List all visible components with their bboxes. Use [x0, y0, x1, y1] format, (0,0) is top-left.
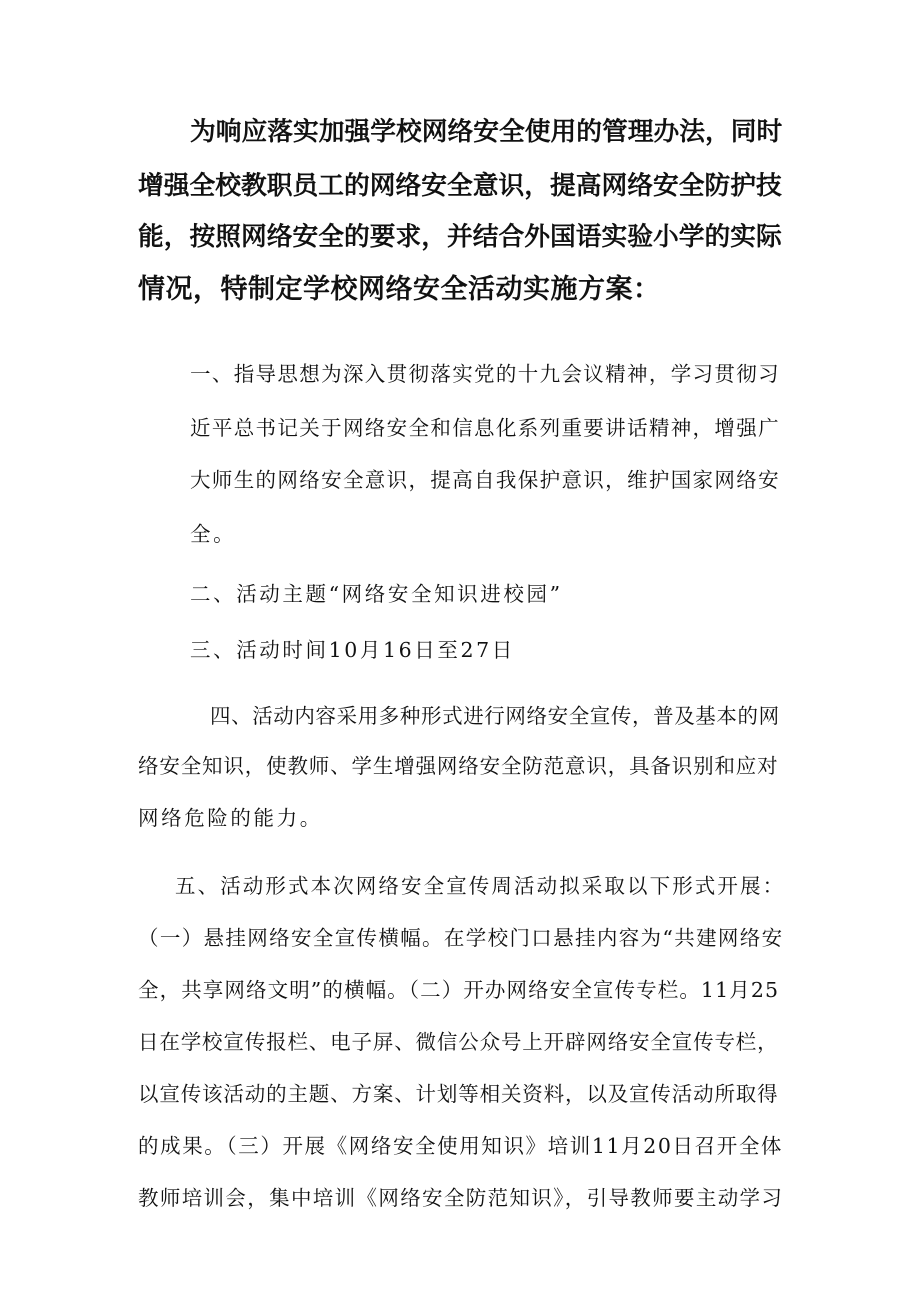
- section1-line-4: 全。: [190, 522, 237, 546]
- intro-line-1: 为响应落实加强学校网络安全使用的管理办法，同时: [190, 117, 783, 147]
- section1-line-3: 大师生的网络安全意识，提高自我保护意识，维护国家网络安: [190, 468, 780, 492]
- section5-line-1: 五、活动形式本次网络安全宣传周活动拟采取以下形式开展：: [175, 874, 786, 898]
- intro-line-2: 增强全校教职员工的网络安全意识，提高网络安全防护技: [138, 171, 782, 201]
- section5-line-2: （一）悬挂网络安全宣传横幅。在学校门口悬挂内容为“共建网络安: [138, 926, 784, 950]
- section5-line-4: 日在学校宣传报栏、电子屏、微信公众号上开辟网络安全宣传专栏，: [138, 1030, 779, 1054]
- section4-line-3: 网络危险的能力。: [138, 806, 323, 830]
- section4-line-2: 络安全知识，使教师、学生增强网络安全防范意识，具备识别和应对: [138, 754, 779, 778]
- section1-line-1: 一、指导思想为深入贯彻落实党的十九会议精神，学习贯彻习: [190, 362, 780, 386]
- section5-line-3: 全，共享网络文明”的横幅。（二）开办网络安全宣传专栏。11月25: [138, 978, 780, 1002]
- section5-line-5: 以宣传该活动的主题、方案、计划等相关资料，以及宣传活动所取得: [138, 1082, 779, 1106]
- intro-line-3: 能，按照网络安全的要求，并结合外国语实验小学的实际: [138, 222, 782, 252]
- section3-line: 三、活动时间10月16日至27日: [190, 638, 515, 662]
- section1-line-2: 近平总书记关于网络安全和信息化系列重要讲话精神，增强广: [190, 416, 780, 440]
- section5-line-7: 教师培训会，集中培训《网络安全防范知识》，引导教师要主动学习: [138, 1186, 784, 1210]
- intro-line-4: 情况，特制定学校网络安全活动实施方案：: [138, 274, 661, 305]
- section4-line-1: 四、活动内容采用多种形式进行网络安全宣传，普及基本的网: [210, 704, 780, 728]
- section5-line-6: 的成果。（三）开展《网络安全使用知识》培训11月20日召开全体: [138, 1134, 784, 1158]
- section2-line: 二、活动主题“网络安全知识进校园”: [190, 582, 563, 606]
